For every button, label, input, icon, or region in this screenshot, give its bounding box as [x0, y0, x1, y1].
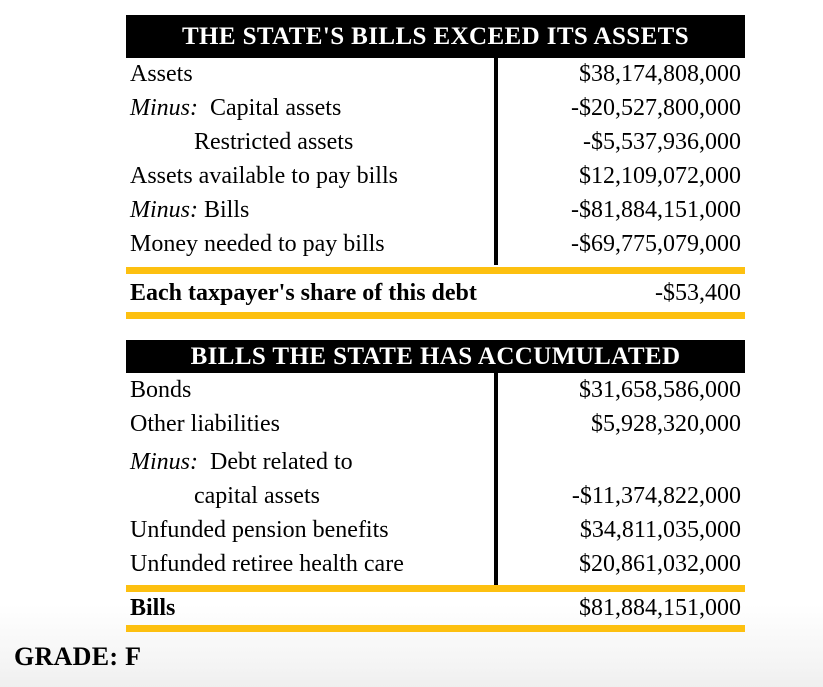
row-label-text: Other liabilities [130, 411, 280, 437]
row-label-text: Capital assets [210, 95, 342, 121]
row-label [126, 95, 494, 122]
total-label: Each taxpayer's share of this debt [130, 280, 477, 306]
row-label [126, 231, 494, 258]
grade-label: GRADE: F [14, 642, 142, 671]
gold-rule-above-total [126, 267, 745, 274]
row-label-text: capital assets [194, 483, 320, 509]
assets-summary-table-title: THE STATE'S BILLS EXCEED ITS ASSETS [126, 15, 745, 58]
row-label [126, 197, 494, 224]
row-value: $5,928,320,000 [591, 411, 741, 437]
row-label [126, 411, 494, 438]
row-label [126, 61, 494, 88]
table-row [126, 197, 745, 231]
row-value: $31,658,586,000 [579, 377, 741, 403]
table-row [126, 163, 745, 197]
gold-rule-above-total [126, 585, 745, 592]
row-label [126, 129, 494, 156]
row-label-text: Bills [204, 197, 250, 223]
table-row [126, 231, 745, 265]
row-value: -$11,374,822,000 [571, 483, 741, 509]
row-value: -$69,775,079,000 [571, 231, 741, 257]
row-label-text: Unfunded pension benefits [130, 517, 389, 543]
row-label-text: Bonds [130, 377, 192, 403]
row-value: -$5,537,936,000 [583, 129, 741, 155]
bills-total-row [126, 592, 745, 625]
table-row [126, 61, 745, 95]
row-label-text: Debt related to [210, 449, 353, 475]
row-value: -$20,527,800,000 [571, 95, 741, 121]
row-prefix: Minus: [130, 95, 198, 121]
row-value: $12,109,072,000 [579, 163, 741, 189]
row-label [126, 163, 494, 190]
table-row [126, 377, 745, 411]
gold-rule-below-total [126, 625, 745, 632]
total-label: Bills [130, 595, 176, 621]
row-label [126, 377, 494, 404]
bills-accumulated-table-body [126, 373, 745, 585]
total-value: -$53,400 [655, 280, 741, 306]
row-label [126, 517, 494, 544]
table-row [126, 129, 745, 163]
table-row [126, 551, 745, 585]
row-label [126, 551, 494, 578]
row-value: -$81,884,151,000 [571, 197, 741, 223]
row-label-text: Assets available to pay bills [130, 163, 398, 189]
total-value: $81,884,151,000 [579, 595, 741, 621]
row-label-text: Money needed to pay bills [130, 231, 385, 257]
table-row [126, 95, 745, 129]
row-label [126, 449, 494, 476]
bills-accumulated-table [126, 340, 745, 632]
assets-summary-table [126, 15, 745, 319]
row-prefix: Minus: [130, 197, 198, 223]
gold-rule-below-total [126, 312, 745, 319]
taxpayer-share-row [126, 274, 745, 312]
row-label [126, 483, 494, 510]
row-value: $34,811,035,000 [579, 517, 741, 543]
assets-summary-table-body [126, 58, 745, 265]
bills-accumulated-table-title: BILLS THE STATE HAS ACCUMULATED [126, 340, 745, 373]
row-label-text: Restricted assets [194, 129, 354, 155]
row-label-text: Assets [130, 61, 193, 87]
table-row [126, 517, 745, 551]
row-value: $38,174,808,000 [579, 61, 741, 87]
table-row [126, 483, 745, 517]
row-value: $20,861,032,000 [579, 551, 741, 577]
table-row [126, 411, 745, 449]
row-prefix: Minus: [130, 449, 198, 475]
table-row [126, 449, 745, 483]
row-label-text: Unfunded retiree health care [130, 551, 404, 577]
